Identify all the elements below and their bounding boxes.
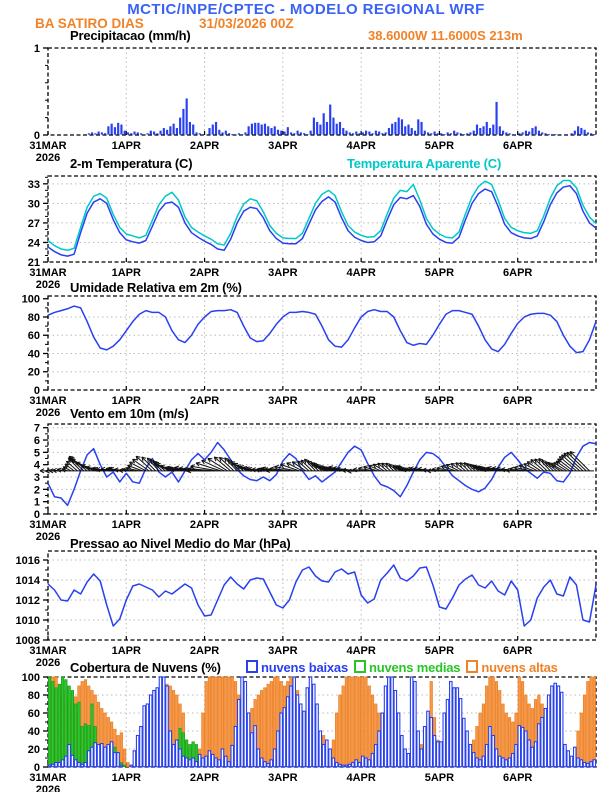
- svg-text:6APR: 6APR: [503, 519, 533, 531]
- svg-text:5APR: 5APR: [424, 267, 455, 279]
- svg-text:2: 2: [33, 484, 40, 497]
- svg-text:1: 1: [33, 43, 40, 55]
- svg-text:1008: 1008: [15, 635, 40, 647]
- svg-text:0: 0: [33, 130, 40, 142]
- svg-text:6: 6: [33, 435, 40, 448]
- svg-text:80: 80: [27, 311, 40, 324]
- svg-text:5APR: 5APR: [424, 645, 455, 657]
- svg-text:31MAR: 31MAR: [29, 395, 67, 407]
- svg-text:6APR: 6APR: [503, 645, 533, 657]
- svg-text:20: 20: [27, 366, 40, 379]
- svg-text:4APR: 4APR: [346, 772, 376, 784]
- svg-text:3APR: 3APR: [268, 140, 298, 152]
- legend-swatch-mid-clouds-icon: [354, 660, 366, 673]
- legend-swatch-high-clouds-icon: [466, 660, 478, 673]
- svg-text:5APR: 5APR: [424, 772, 455, 784]
- legend-item-high-clouds: [466, 660, 557, 675]
- svg-text:2026: 2026: [35, 784, 61, 792]
- svg-text:40: 40: [27, 348, 40, 361]
- svg-text:4APR: 4APR: [346, 140, 376, 152]
- svg-text:1APR: 1APR: [111, 645, 141, 657]
- svg-text:1016: 1016: [15, 555, 40, 567]
- svg-text:1014: 1014: [15, 575, 40, 587]
- svg-text:4: 4: [33, 459, 40, 472]
- legend-label-mid-clouds: nuvens medias: [369, 660, 461, 675]
- legend-label-low-clouds: nuvens baixas: [261, 660, 348, 675]
- svg-text:6APR: 6APR: [503, 267, 533, 279]
- run-datetime: 31/03/2026 00Z: [199, 16, 294, 31]
- svg-text:3APR: 3APR: [268, 395, 298, 407]
- svg-text:33: 33: [27, 178, 40, 191]
- svg-text:31MAR: 31MAR: [29, 519, 67, 531]
- svg-text:7: 7: [33, 422, 40, 435]
- svg-text:2026: 2026: [35, 657, 61, 669]
- svg-text:60: 60: [27, 330, 40, 343]
- svg-text:4APR: 4APR: [346, 519, 376, 531]
- svg-text:2026: 2026: [35, 279, 61, 291]
- svg-text:5APR: 5APR: [424, 395, 455, 407]
- svg-text:6APR: 6APR: [503, 772, 533, 784]
- svg-text:1APR: 1APR: [111, 395, 141, 407]
- svg-text:60: 60: [27, 708, 40, 720]
- svg-text:21: 21: [27, 257, 40, 269]
- svg-text:100: 100: [21, 672, 40, 684]
- svg-text:80: 80: [27, 690, 40, 702]
- svg-text:1010: 1010: [15, 615, 40, 627]
- svg-text:6APR: 6APR: [503, 395, 533, 407]
- svg-text:3APR: 3APR: [268, 772, 298, 784]
- svg-text:31MAR: 31MAR: [29, 140, 67, 152]
- svg-text:2026: 2026: [35, 407, 61, 419]
- svg-text:3: 3: [33, 472, 40, 485]
- svg-text:1APR: 1APR: [111, 140, 141, 152]
- svg-text:2APR: 2APR: [189, 267, 220, 279]
- svg-text:4APR: 4APR: [346, 395, 376, 407]
- svg-text:3APR: 3APR: [268, 645, 298, 657]
- svg-text:2APR: 2APR: [189, 519, 220, 531]
- svg-text:30: 30: [27, 198, 40, 211]
- svg-text:24: 24: [27, 237, 40, 250]
- svg-text:1: 1: [33, 496, 40, 509]
- panel-title-pressure: Pressao ao Nivel Medio do Mar (hPa): [70, 536, 291, 551]
- cloud-legend: [246, 660, 558, 675]
- legend-swatch-low-clouds-icon: [246, 660, 258, 673]
- svg-text:1012: 1012: [15, 595, 40, 607]
- panel-title-apparent-temperature: Temperatura Aparente (C): [347, 156, 502, 171]
- svg-text:31MAR: 31MAR: [29, 772, 67, 784]
- svg-text:2APR: 2APR: [189, 772, 220, 784]
- svg-text:4APR: 4APR: [346, 645, 376, 657]
- svg-text:1APR: 1APR: [111, 772, 141, 784]
- page-title: MCTIC/INPE/CPTEC - MODELO REGIONAL WRF: [127, 1, 485, 18]
- panel-title-temperature: 2-m Temperatura (C): [70, 156, 193, 171]
- svg-text:5APR: 5APR: [424, 140, 455, 152]
- svg-text:5APR: 5APR: [424, 519, 455, 531]
- svg-text:31MAR: 31MAR: [29, 267, 67, 279]
- svg-text:20: 20: [27, 744, 40, 756]
- svg-text:2APR: 2APR: [189, 395, 220, 407]
- svg-text:3APR: 3APR: [268, 519, 298, 531]
- legend-item-low-clouds: [246, 660, 348, 675]
- svg-text:4APR: 4APR: [346, 267, 376, 279]
- svg-text:100: 100: [21, 293, 40, 306]
- svg-text:1APR: 1APR: [111, 519, 141, 531]
- panel-title-precipitation: Precipitacao (mm/h): [70, 28, 191, 43]
- station-label: BA SATIRO DIAS: [35, 16, 144, 31]
- svg-text:3APR: 3APR: [268, 267, 298, 279]
- panel-title-clouds: Cobertura de Nuvens (%): [70, 660, 221, 675]
- svg-text:40: 40: [27, 726, 40, 738]
- legend-label-high-clouds: nuvens altas: [481, 660, 558, 675]
- svg-text:0: 0: [33, 509, 40, 521]
- svg-text:2APR: 2APR: [189, 140, 220, 152]
- svg-text:2APR: 2APR: [189, 645, 220, 657]
- svg-text:6APR: 6APR: [503, 140, 533, 152]
- svg-text:2026: 2026: [35, 152, 61, 164]
- legend-item-mid-clouds: [354, 660, 460, 675]
- svg-text:2026: 2026: [35, 531, 61, 543]
- panel-title-wind: Vento em 10m (m/s): [70, 406, 189, 421]
- svg-text:27: 27: [27, 217, 40, 230]
- svg-text:0: 0: [33, 385, 40, 397]
- svg-text:5: 5: [33, 447, 40, 460]
- svg-text:1APR: 1APR: [111, 267, 141, 279]
- location-coordinates: 38.6000W 11.6000S 213m: [368, 28, 523, 43]
- svg-text:31MAR: 31MAR: [29, 645, 67, 657]
- panel-title-humidity: Umidade Relativa em 2m (%): [70, 280, 242, 295]
- svg-text:0: 0: [33, 762, 40, 774]
